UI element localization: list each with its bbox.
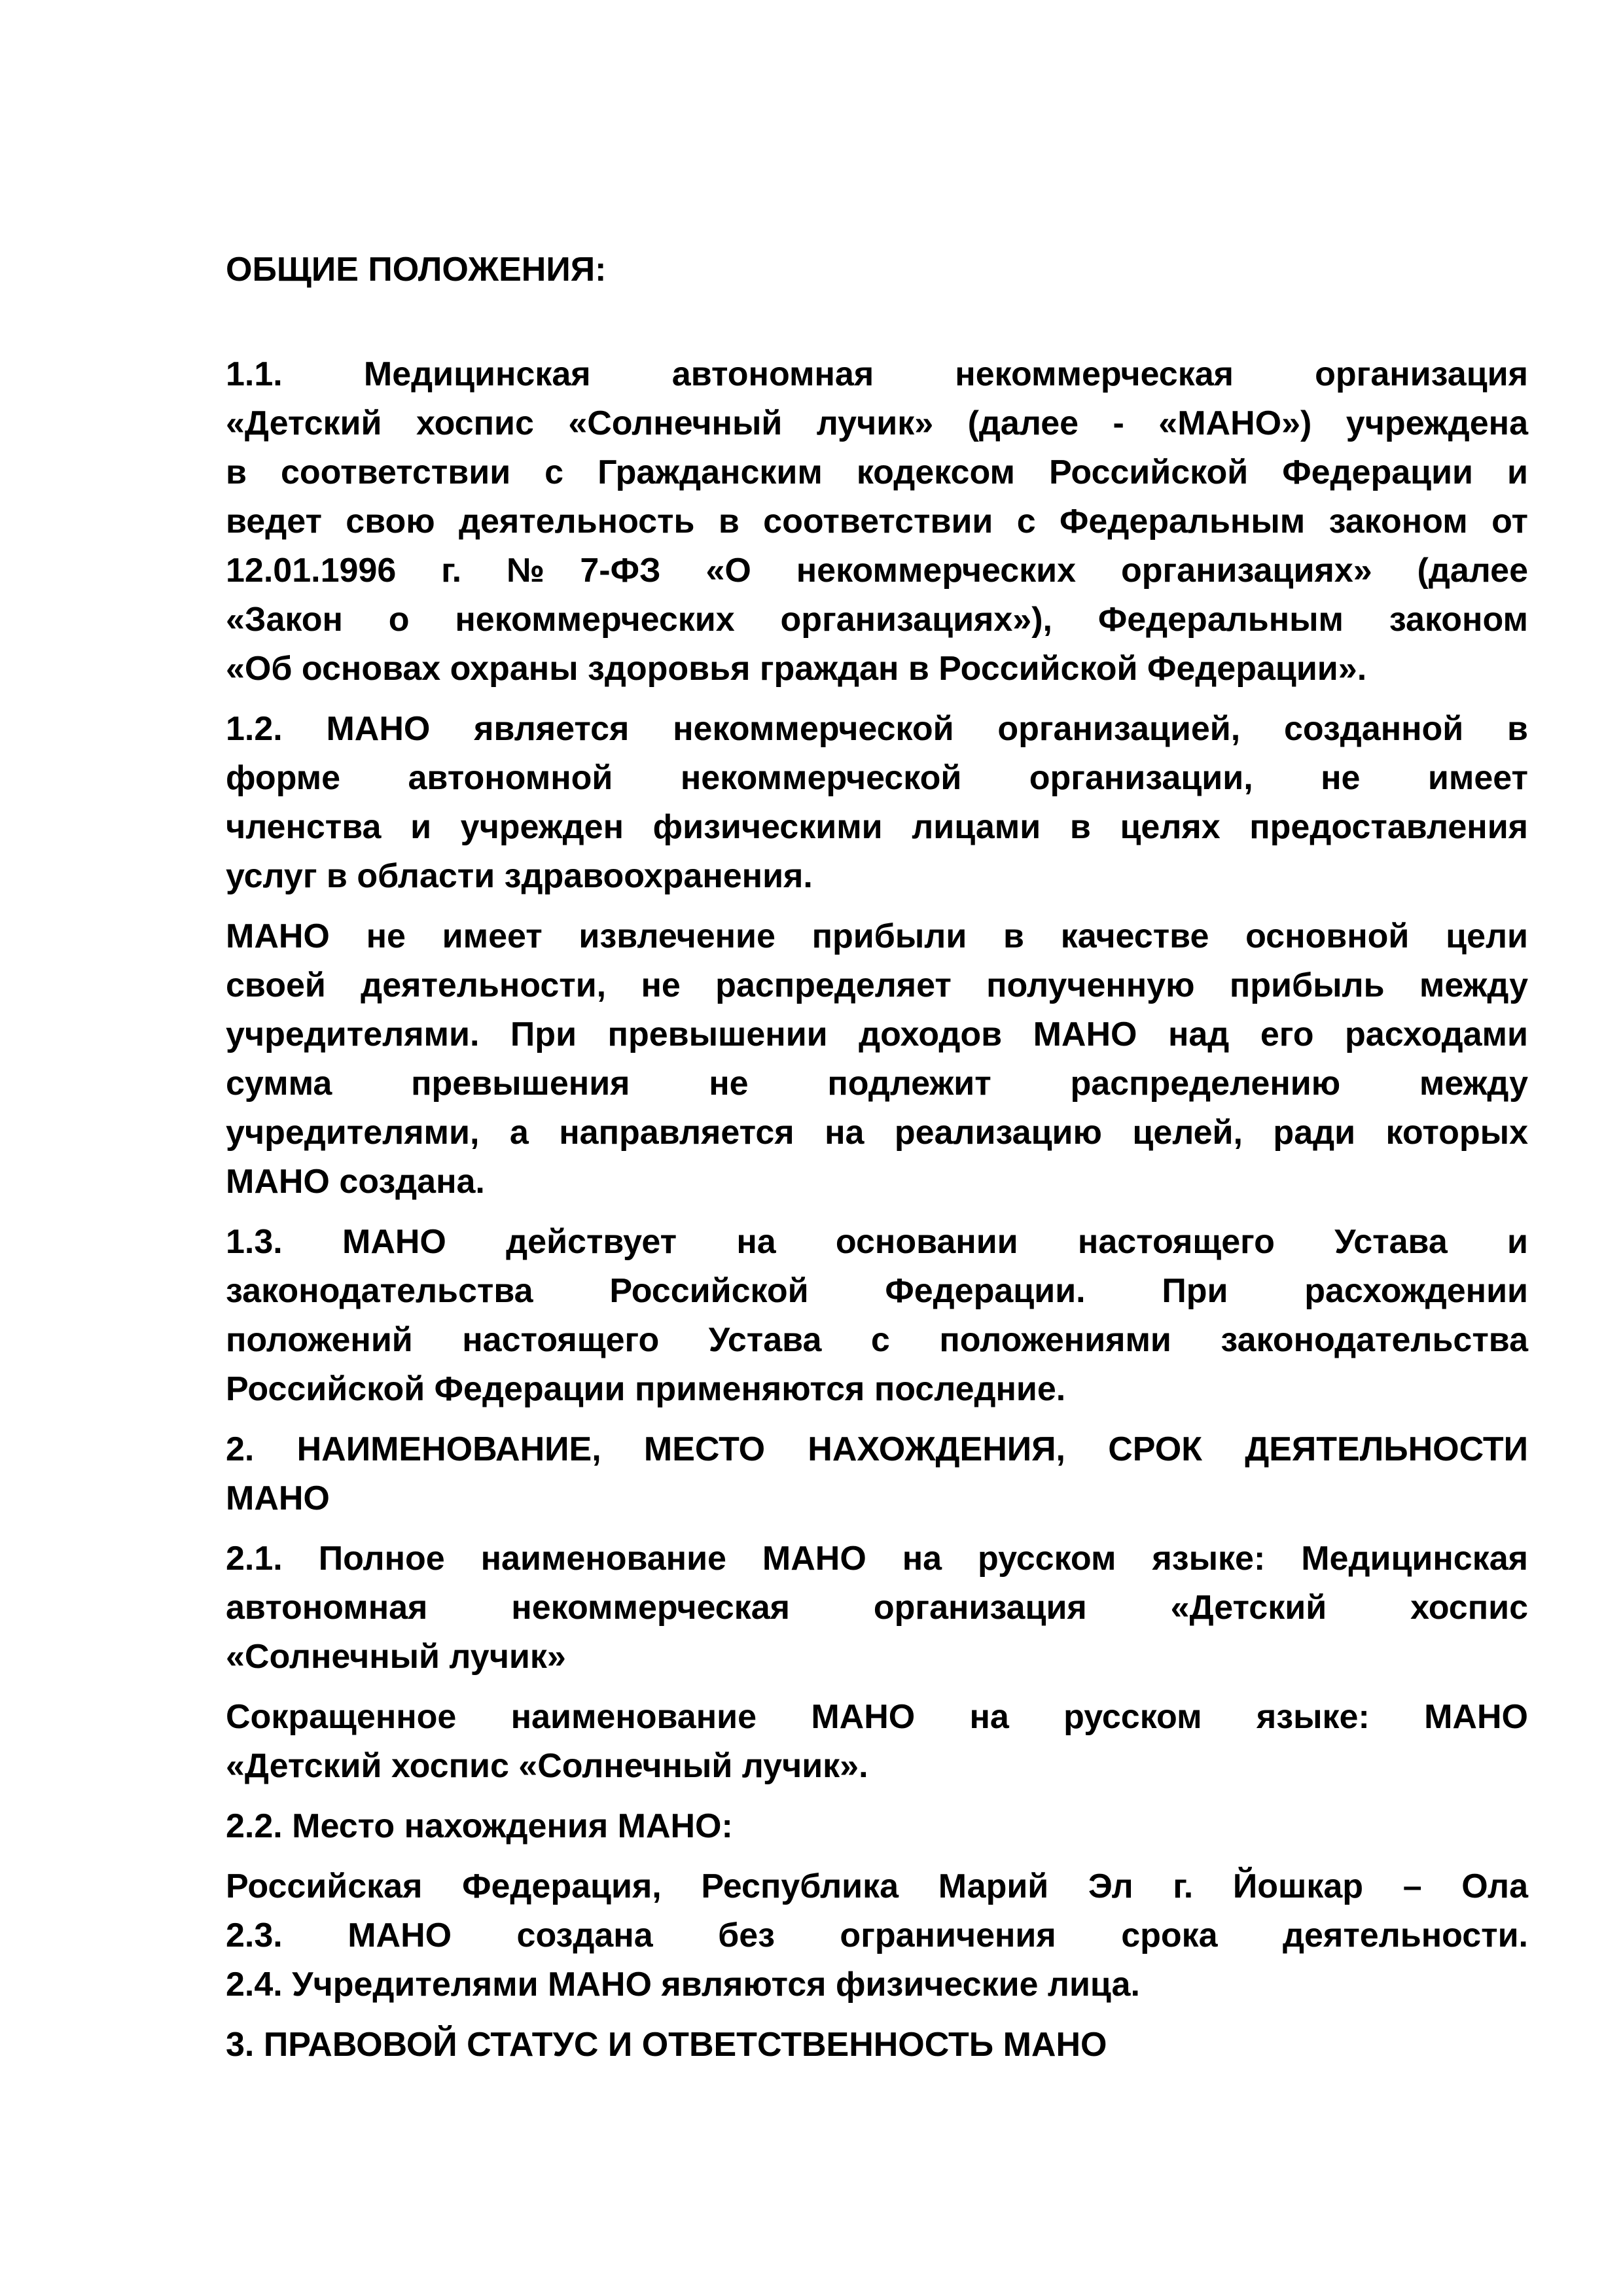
para-2-2 [226,1802,1528,1851]
text-line: форме автономной некоммерческой организации, не имеет [226,759,1528,797]
heading-line: 3. ПРАВОВОЙ СТАТУС И ОТВЕТСТВЕННОСТЬ МАНО [226,2026,1107,2064]
text-line: в соответствии с Гражданским кодексом Российской Федерации и [226,453,1528,491]
text-line: Российская Федерация, Республика Марий Эл г. Йошкар – Ола [226,1867,1528,1905]
text-line: положений настоящего Устава с положениями законодательства [226,1321,1528,1359]
heading-line: 2. НАИМЕНОВАНИЕ, МЕСТО НАХОЖДЕНИЯ, СРОК ДЕЯТЕЛЬНОСТИ [226,1430,1528,1468]
heading-line: МАНО [226,1479,330,1517]
text-line: 1.3. МАНО действует на основании настоящего Устава и [226,1223,1528,1261]
text-line: законодательства Российской Федерации. При расхождении [226,1272,1528,1310]
text-line: МАНО создана. [226,1163,485,1201]
heading-general-provisions [226,245,1528,294]
text-line: 1.2. МАНО является некоммерческой организацией, созданной в [226,710,1528,748]
text-line: «Детский хоспис «Солнечный лучик» (далее - «МАНО») учреждена [226,404,1528,442]
text-line: «Детский хоспис «Солнечный лучик». [226,1747,868,1785]
text-line: автономная некоммерческая организация «Детский хоспис [226,1589,1528,1627]
text-line: Сокращенное наименование МАНО на русском языке: МАНО [226,1698,1528,1736]
document-content [226,245,1528,2081]
heading-section-2 [226,1425,1528,1523]
text-line: сумма превышения не подлежит распределению между [226,1065,1528,1103]
text-line: «Солнечный лучик» [226,1638,566,1676]
heading-line: ОБЩИЕ ПОЛОЖЕНИЯ: [226,251,607,289]
text-line: «Об основах охраны здоровья граждан в Российской Федерации». [226,650,1367,688]
text-line: 12.01.1996 г. №7-ФЗ «О некоммерческих организациях» (далее [226,552,1528,590]
text-line: членства и учрежден физическими лицами в целях предоставления [226,808,1528,846]
para-location-2-3-2-4 [226,1862,1528,2009]
para-1-3 [226,1218,1528,1414]
text-line: ведет свою деятельность в соответствии с Федеральным законом от [226,503,1528,540]
para-short-name [226,1693,1528,1791]
text-line: учредителями, а направляется на реализацию целей, ради которых [226,1114,1528,1152]
text-line: 1.1. Медицинская автономная некоммерческая организация [226,355,1528,393]
para-2-1 [226,1534,1528,1682]
text-line: 2.3. МАНО создана без ограничения срока деятельности. [226,1916,1528,1954]
text-line: учредителями. При превышении доходов МАНО над его расходами [226,1016,1528,1053]
para-profit-clause [226,912,1528,1207]
text-line: МАНО не имеет извлечение прибыли в качестве основной цели [226,917,1528,955]
para-1-2 [226,705,1528,901]
text-line: своей деятельности, не распределяет полученную прибыль между [226,966,1528,1004]
text-line: 2.4. Учредителями МАНО являются физические лица. [226,1966,1140,2004]
text-line: услуг в области здравоохранения. [226,857,813,895]
text-line: Российской Федерации применяются последние. [226,1370,1066,1408]
text-line: 2.2. Место нахождения МАНО: [226,1807,733,1845]
heading-section-3 [226,2021,1528,2070]
text-line: «Закон о некоммерческих организациях»), Федеральным законом [226,601,1528,639]
text-line: 2.1. Полное наименование МАНО на русском языке: Медицинская [226,1540,1528,1578]
para-1-1 [226,350,1528,694]
